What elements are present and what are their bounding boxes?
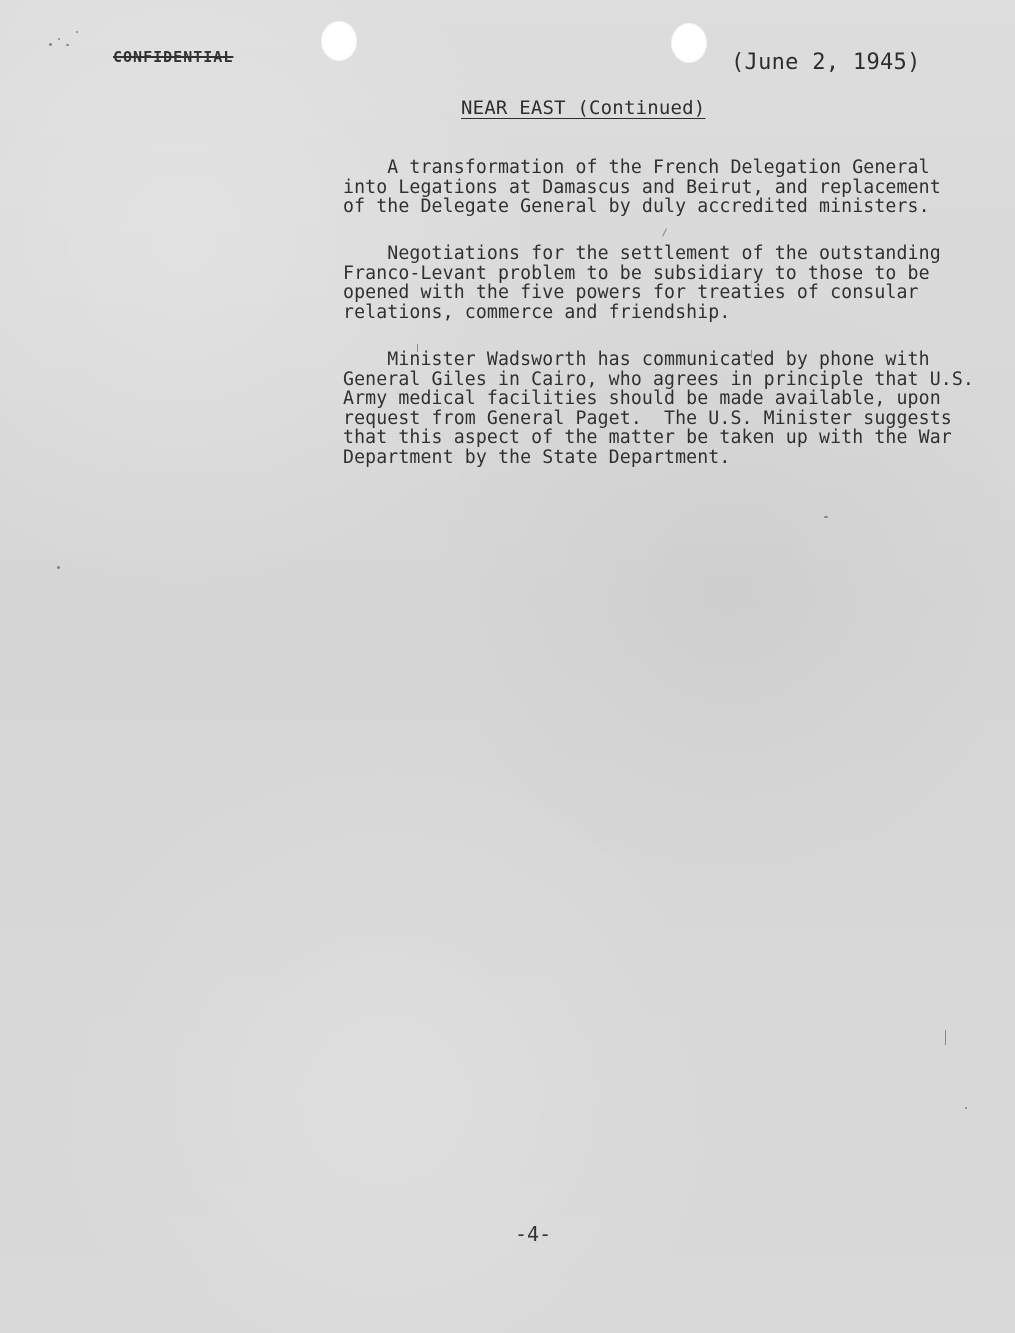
punch-hole-right — [672, 24, 706, 62]
body-paragraph: Minister Wadsworth has communicated by phone with General Giles in Cairo, who agrees in principle that U.S. Army medical facilities should be made available, upon request from General Paget. The U.S. Minister suggests that this aspect of the matter be taken up with the War Department by the State Department. — [343, 349, 974, 468]
document-date: (June 2, 1945) — [731, 50, 921, 75]
paper-speck — [76, 31, 78, 33]
paper-speck — [66, 44, 69, 46]
paper-speck — [49, 43, 52, 46]
punch-hole-left — [322, 22, 356, 60]
paper-mark — [945, 1030, 946, 1045]
paper-speck — [57, 566, 60, 569]
section-heading: NEAR EAST (Continued) — [461, 97, 706, 119]
paper-speck — [965, 1107, 967, 1109]
paper-speck — [58, 38, 60, 40]
classification-stamp: CONFIDENTIAL — [113, 48, 234, 66]
body-paragraph: Negotiations for the settlement of the outstanding Franco-Levant problem to be subsidiary to those to be opened with the five powers for treaties of consular relations, commerce and friendship. — [343, 243, 941, 323]
page-number: -4- — [515, 1222, 552, 1246]
body-paragraph: A transformation of the French Delegation General into Legations at Damascus and Beirut, and replacement of the Delegate General by duly accredited ministers. — [343, 157, 941, 218]
paper-speck — [824, 516, 828, 518]
paper-mark — [662, 228, 667, 236]
